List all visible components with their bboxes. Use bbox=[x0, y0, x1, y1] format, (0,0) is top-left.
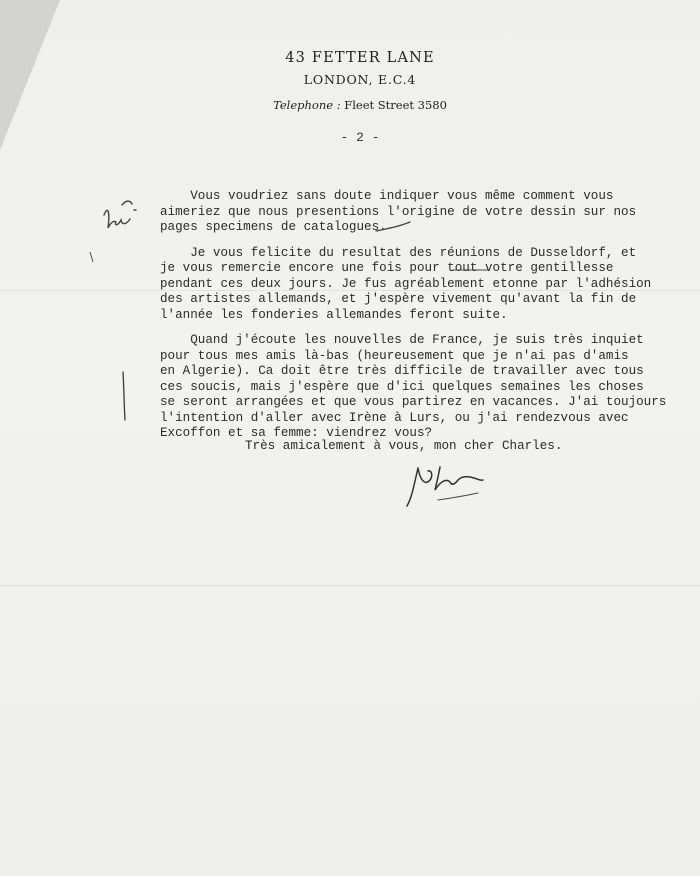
page-number: - 2 - bbox=[340, 130, 380, 145]
paragraph-3: Quand j'écoute les nouvelles de France, je suis très inquiet pour tous mes amis là-bas (heureusement que je n'ai pas d'amis en Algerie). Ca doit être très difficile de travailler avec tous ces soucis, mais j'espère que d'ici quelques semaines les choses se seront arrangées et que vous partirez en vacances. J'ai toujours l'intention d'aller avec Irène à Lurs, ou j'ai rendezvous avec Excoffon et sa femme: viendrez vous? bbox=[160, 333, 667, 440]
margin-note-handwriting bbox=[104, 201, 136, 228]
signature-underline bbox=[438, 493, 478, 500]
phone-value: Fleet Street 3580 bbox=[344, 98, 447, 112]
margin-tick bbox=[90, 252, 93, 262]
paragraph-2: Je vous felicite du resultat des réunions de Dusseldorf, et je vous remercie encore une fois pour tout votre gentillesse pendant ces deux jours. Je fus agréablement etonne par l'adhésion des artistes allemands, et j'espère vivement qu'avant la fin de l'année les fonderies allemandes feront suite. bbox=[160, 245, 652, 322]
letterhead-city: LONDON, E.C.4 bbox=[303, 72, 417, 87]
signature-handwriting bbox=[407, 467, 483, 506]
closing-line: Très amicalement à vous, mon cher Charles. bbox=[245, 439, 563, 453]
margin-vertical-mark bbox=[123, 372, 125, 420]
check-mark bbox=[376, 222, 410, 231]
phone-label: Telephone : bbox=[273, 98, 341, 112]
letterhead-street: 43 FETTER LANE bbox=[285, 50, 435, 66]
paragraph-1: Vous voudriez sans doute indiquer vous même comment vous aimeriez que nous presentions l'origine de votre dessin sur nos pages specimens de catalogues. bbox=[160, 189, 637, 234]
